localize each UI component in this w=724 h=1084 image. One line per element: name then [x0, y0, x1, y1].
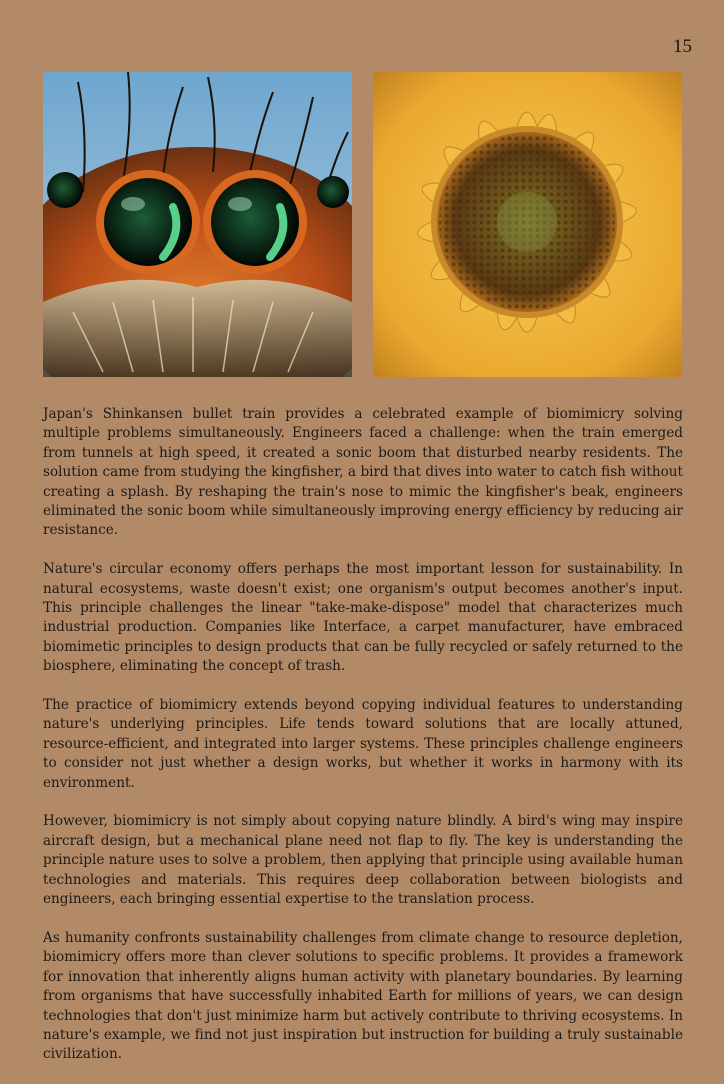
jumping-spider-photo	[43, 72, 352, 377]
paragraph: Japan's Shinkansen bullet train provides a celebrated example of biomimicry solving multiple problems simultaneously. Engineers faced a challenge: when the train emerged from tunnels at high speed, it created a sonic boom that disturbed nearby residents. The solution came from studying the kingfisher, a bird that dives into water to catch fish without creating a splash. By reshaping the train's nose to mimic the kingfisher's beak, engineers eliminated the sonic boom while simultaneously improving energy efficiency by reducing air resistance.	[43, 406, 683, 539]
paragraph: The practice of biomimicry extends beyond copying individual features to understanding nature's underlying principles. Life tends toward solutions that are locally attuned, resource-efficient, and integrated into larger systems. These principles challenge engineers to consider not just whether a design works, but whether it works in harmony with its environment.	[43, 697, 683, 791]
body-text	[43, 405, 683, 1084]
paragraph: As humanity confronts sustainability challenges from climate change to resource depletion, biomimicry offers more than clever solutions to specific problems. It provides a framework for innovation that inherently aligns human activity with planetary boundaries. By learning from organisms that have successfully inhabited Earth for millions of years, we can design technologies that don't just minimize harm but actively contribute to thriving ecosystems. In nature's example, we find not just inspiration but instruction for building a truly sustainable civilization.	[43, 929, 683, 1063]
page-number: 15	[673, 36, 692, 57]
paragraph: However, biomimicry is not simply about copying nature blindly. A bird's wing may inspire aircraft design, but a mechanical plane need not flap to fly. The key is understanding the principle nature uses to solve a problem, then applying that principle using available human technologies and materials. This requires deep collaboration between biologists and engineers, each bringing essential expertise to the translation process.	[43, 813, 683, 908]
paragraph: Nature's circular economy offers perhaps the most important lesson for sustainability. In natural ecosystems, waste doesn't exist; one organism's output becomes another's input. This principle challenges the linear "take-make-dispose" model that characterizes much industrial production. Companies like Interface, a carpet manufacturer, have embraced biomimetic principles to design products that can be fully recycled or safely returned to the biosphere, eliminating the concept of trash.	[43, 561, 683, 675]
sunflower-photo	[373, 72, 682, 377]
